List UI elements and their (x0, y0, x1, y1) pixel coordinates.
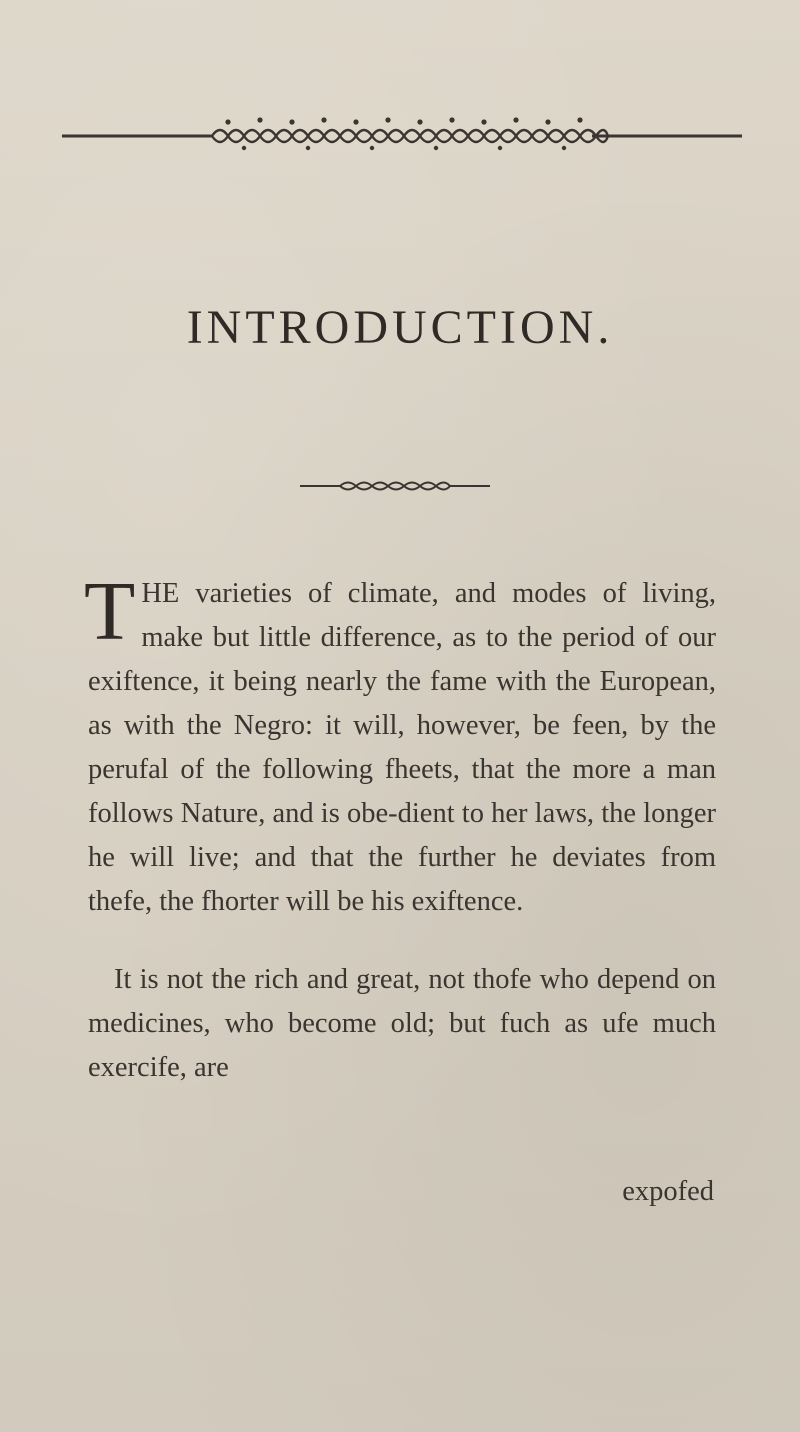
first-word-rest: HE (141, 578, 180, 609)
catchword: expofed (622, 1176, 714, 1207)
body-text (84, 565, 717, 1090)
paragraph-1-text: varieties of climate, and modes of living, make but little difference, as to the period of our exiftence, it being nearly the fame with the European, as with the Negro: it will, however, be feen, by the perufal of the following fheets, that the more a man follows Nature, and is obe-dient to her laws, the longer he will live; and that the further he deviates from thefe, the fhorter will be his exiftence. (88, 578, 717, 917)
ornamental-headpiece-icon (62, 112, 742, 154)
page-title: INTRODUCTION. (186, 301, 614, 354)
paragraph-2-text: It is not the rich and great, not thofe who depend on medicines, who become old; but fuch as ufe much exercife, are (88, 964, 716, 1083)
paragraph-1 (84, 565, 717, 924)
title-rule-ornament-icon (300, 478, 490, 494)
drop-cap: T (84, 565, 136, 658)
paragraph-2 (88, 958, 716, 1090)
